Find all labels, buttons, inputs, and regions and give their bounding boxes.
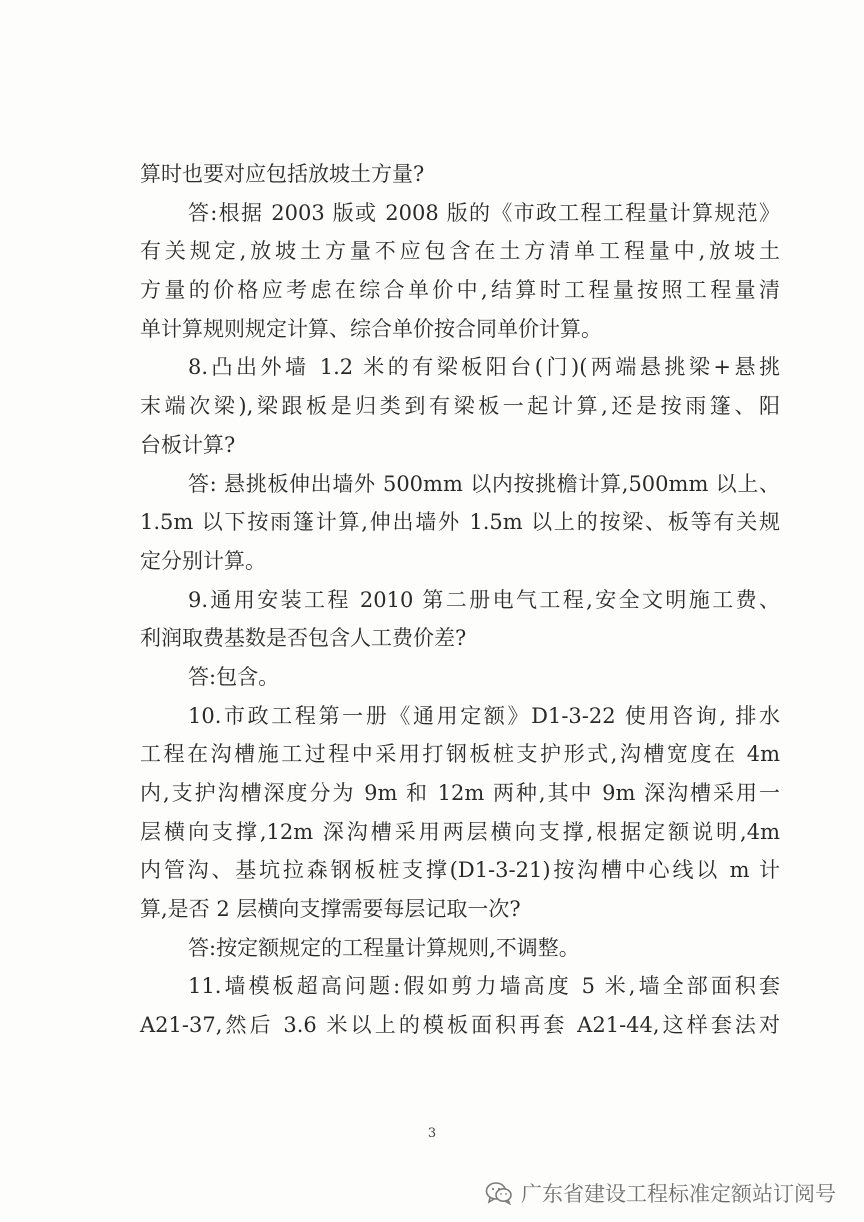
page-number: 3 <box>427 1126 437 1141</box>
text-line: 答: 悬挑板伸出墙外 500mm 以内按挑檐计算,500mm 以上、 <box>188 471 780 496</box>
document-body <box>140 155 780 1045</box>
text-line: 答:按定额规定的工程量计算规则,不调整。 <box>188 935 580 960</box>
text-line: 8.凸出外墙 1.2 米的有梁板阳台(门)(两端悬挑梁+悬挑 <box>188 355 780 380</box>
text-line: 有关规定,放坡土方量不应包含在土方清单工程量中,放坡土 <box>140 239 780 264</box>
watermark-text: 广东省建设工程标准定额站订阅号 <box>521 1182 836 1206</box>
text-line: 末端次梁),梁跟板是归类到有梁板一起计算,还是按雨篷、阳 <box>140 394 780 419</box>
text-line: 答:根据 2003 版或 2008 版的《市政工程工程量计算规范》 <box>188 200 780 225</box>
text-line: 利润取费基数是否包含人工费价差? <box>140 626 467 651</box>
text-line: 单计算规则规定计算、综合单价按合同单价计算。 <box>140 316 602 341</box>
text-line: 台板计算? <box>140 432 236 457</box>
text-line: 算时也要对应包括放坡土方量? <box>140 162 425 186</box>
text-line: 工程在沟槽施工过程中采用打钢板桩支护形式,沟槽宽度在 4m <box>140 742 780 767</box>
text-line: 方量的价格应考虑在综合单价中,结算时工程量按照工程量清 <box>140 278 780 303</box>
text-line: 9.通用安装工程 2010 第二册电气工程,安全文明施工费、 <box>188 587 780 612</box>
watermark <box>485 1178 836 1208</box>
text-line: 算,是否 2 层横向支撑需要每层记取一次? <box>140 897 521 922</box>
text-line: 答:包含。 <box>188 664 280 689</box>
text-line: 1.5m 以下按雨篷计算,伸出墙外 1.5m 以上的按梁、板等有关规 <box>140 510 780 535</box>
text-line: 11.墙模板超高问题:假如剪力墙高度 5 米,墙全部面积套 <box>188 974 780 999</box>
text-line: 定分别计算。 <box>140 548 266 573</box>
text-line: 内管沟、基坑拉森钢板桩支撑(D1-3-21)按沟槽中心线以 m 计 <box>140 858 780 883</box>
text-line: A21-37,然后 3.6 米以上的模板面积再套 A21-44,这样套法对 <box>140 1013 780 1038</box>
text-line: 内,支护沟槽深度分为 9m 和 12m 两种,其中 9m 深沟槽采用一 <box>140 781 780 805</box>
text-line: 层横向支撑,12m 深沟槽采用两层横向支撑,根据定额说明,4m <box>140 819 780 844</box>
text-line: 10.市政工程第一册《通用定额》D1-3-22 使用咨询, 排水 <box>188 703 780 728</box>
wechat-icon <box>485 1181 513 1205</box>
